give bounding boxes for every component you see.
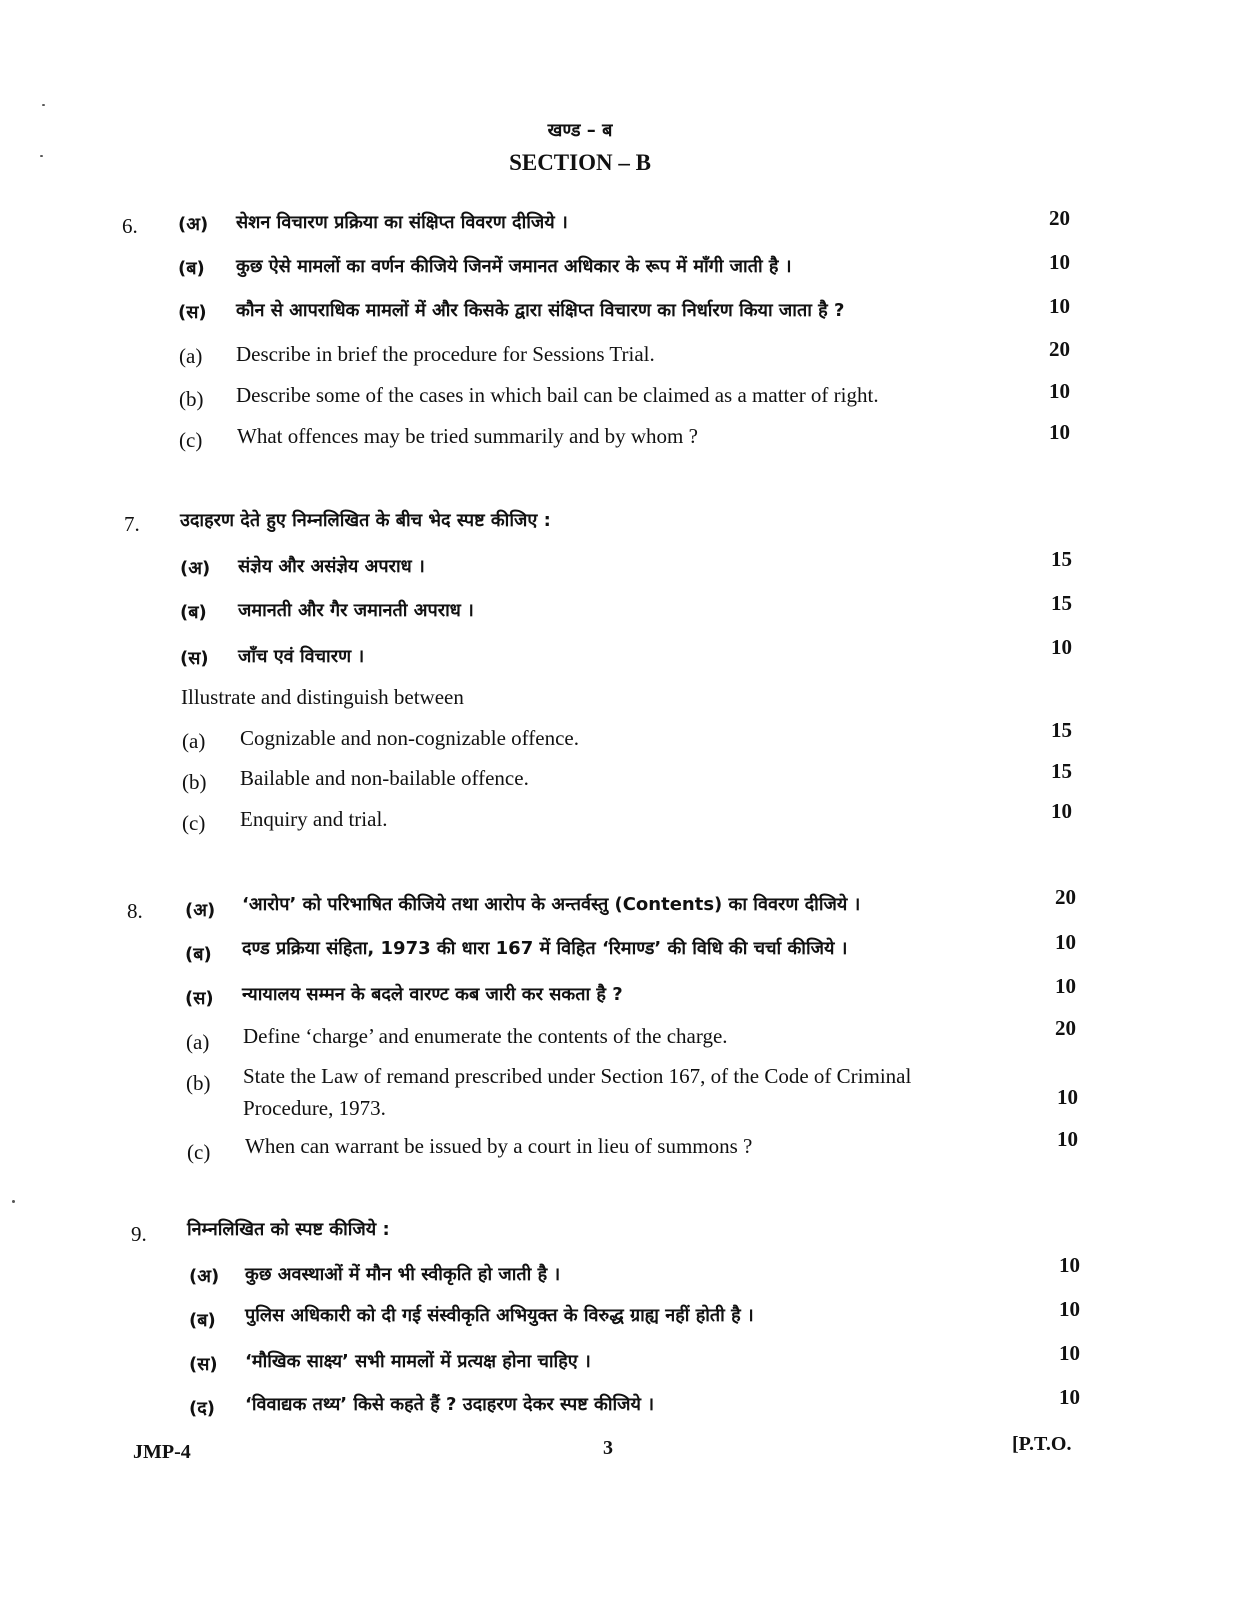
scan-speck (12, 1200, 15, 1203)
item-marks: 10 (1055, 930, 1076, 954)
item-text: कौन से आपराधिक मामलों में और किसके द्वारा संक्षिप्त विचारण का निर्धारण किया जाता है ? (236, 300, 845, 321)
scan-speck (40, 155, 43, 157)
item-label: (b) (182, 770, 207, 794)
item-label: (द) (189, 1398, 216, 1419)
item-text: जमानती और गैर जमानती अपराध । (238, 600, 474, 621)
item-text: कुछ ऐसे मामलों का वर्णन कीजिये जिनमें जमानत अधिकार के रूप में माँगी जाती है । (236, 256, 792, 277)
item-marks: 10 (1057, 1127, 1078, 1151)
item-marks: 20 (1049, 206, 1070, 230)
item-text: न्यायालय सम्मन के बदले वारण्ट कब जारी कर सकता है ? (242, 984, 623, 1005)
item-text: Cognizable and non-cognizable offence. (240, 726, 579, 750)
please-turn-over: [P.T.O. (1012, 1433, 1072, 1455)
item-label: (b) (186, 1071, 211, 1095)
item-marks: 15 (1051, 547, 1072, 571)
question-intro-english: Illustrate and distinguish between (181, 685, 464, 709)
item-marks: 10 (1049, 420, 1070, 444)
item-marks: 10 (1059, 1297, 1080, 1321)
item-text: पुलिस अधिकारी को दी गई संस्वीकृति अभियुक्त के विरुद्ध ग्राह्य नहीं होती है । (245, 1305, 754, 1326)
item-text: When can warrant be issued by a court in lieu of summons ? (245, 1134, 753, 1158)
item-label: (b) (179, 387, 204, 411)
item-marks: 10 (1059, 1385, 1080, 1409)
question-number: 8. (127, 899, 143, 923)
item-label: (a) (182, 729, 206, 753)
item-label: (ब) (185, 944, 212, 965)
item-marks: 10 (1055, 974, 1076, 998)
item-label: (अ) (185, 900, 216, 921)
item-label: (स) (189, 1354, 218, 1375)
item-text: ‘मौखिक साक्ष्य’ सभी मामलों में प्रत्यक्ष होना चाहिए । (245, 1351, 591, 1372)
item-text-line2: Procedure, 1973. (243, 1096, 386, 1120)
scan-speck (42, 104, 45, 106)
item-marks: 10 (1049, 250, 1070, 274)
item-label: (ब) (189, 1310, 216, 1331)
item-label: (अ) (178, 214, 209, 235)
item-text: संज्ञेय और असंज्ञेय अपराध । (238, 556, 425, 577)
item-marks: 10 (1059, 1341, 1080, 1365)
item-text: Bailable and non-bailable offence. (240, 766, 529, 790)
item-marks: 15 (1051, 591, 1072, 615)
item-marks: 15 (1051, 718, 1072, 742)
item-marks: 20 (1055, 885, 1076, 909)
item-marks: 10 (1059, 1253, 1080, 1277)
item-label: (c) (182, 811, 206, 835)
item-marks: 20 (1049, 337, 1070, 361)
item-marks: 10 (1051, 799, 1072, 823)
section-heading-english: SECTION – B (509, 150, 651, 175)
question-intro-hindi: निम्नलिखित को स्पष्ट कीजिये : (187, 1219, 390, 1240)
paper-code: JMP-4 (133, 1441, 191, 1463)
item-marks: 10 (1049, 294, 1070, 318)
question-number: 6. (122, 214, 138, 238)
item-marks: 10 (1051, 635, 1072, 659)
item-text: Describe in brief the procedure for Sessions Trial. (236, 342, 655, 366)
section-heading-hindi: खण्ड – ब (547, 120, 613, 141)
item-text: ‘विवाद्यक तथ्य’ किसे कहते हैं ? उदाहरण देकर स्पष्ट कीजिये । (245, 1394, 655, 1415)
item-text: Enquiry and trial. (240, 807, 388, 831)
item-marks: 20 (1055, 1016, 1076, 1040)
item-label: (c) (187, 1140, 211, 1164)
item-label: (स) (178, 302, 207, 323)
item-text: Describe some of the cases in which bail can be claimed as a matter of right. (236, 383, 879, 407)
item-text: State the Law of remand prescribed under Section 167, of the Code of Criminal (243, 1064, 912, 1088)
item-text: What offences may be tried summarily and by whom ? (237, 424, 698, 448)
item-label: (a) (179, 344, 203, 368)
item-text: दण्ड प्रक्रिया संहिता, 1973 की धारा 167 में विहित ‘रिमाण्ड’ की विधि की चर्चा कीजिये । (242, 938, 848, 959)
item-label: (स) (185, 988, 214, 1009)
question-intro-hindi: उदाहरण देते हुए निम्नलिखित के बीच भेद स्पष्ट कीजिए : (180, 510, 551, 531)
item-label: (ब) (178, 258, 205, 279)
item-label: (स) (180, 648, 209, 669)
item-label: (a) (186, 1030, 210, 1054)
question-number: 7. (124, 512, 140, 536)
question-number: 9. (131, 1222, 147, 1246)
item-marks: 10 (1049, 379, 1070, 403)
item-label: (c) (179, 428, 203, 452)
page-number: 3 (603, 1437, 613, 1459)
item-text: ‘आरोप’ को परिभाषित कीजिये तथा आरोप के अन्तर्वस्तु (Contents) का विवरण दीजिये । (242, 894, 861, 915)
item-label: (अ) (180, 558, 211, 579)
item-text: सेशन विचारण प्रक्रिया का संक्षिप्त विवरण दीजिये । (236, 212, 568, 233)
item-marks: 10 (1057, 1085, 1078, 1109)
item-marks: 15 (1051, 759, 1072, 783)
item-text: जाँच एवं विचारण । (238, 646, 365, 667)
item-label: (ब) (180, 602, 207, 623)
item-text: कुछ अवस्थाओं में मौन भी स्वीकृति हो जाती है । (245, 1264, 561, 1285)
item-text: Define ‘charge’ and enumerate the contents of the charge. (243, 1024, 728, 1048)
item-label: (अ) (189, 1266, 220, 1287)
